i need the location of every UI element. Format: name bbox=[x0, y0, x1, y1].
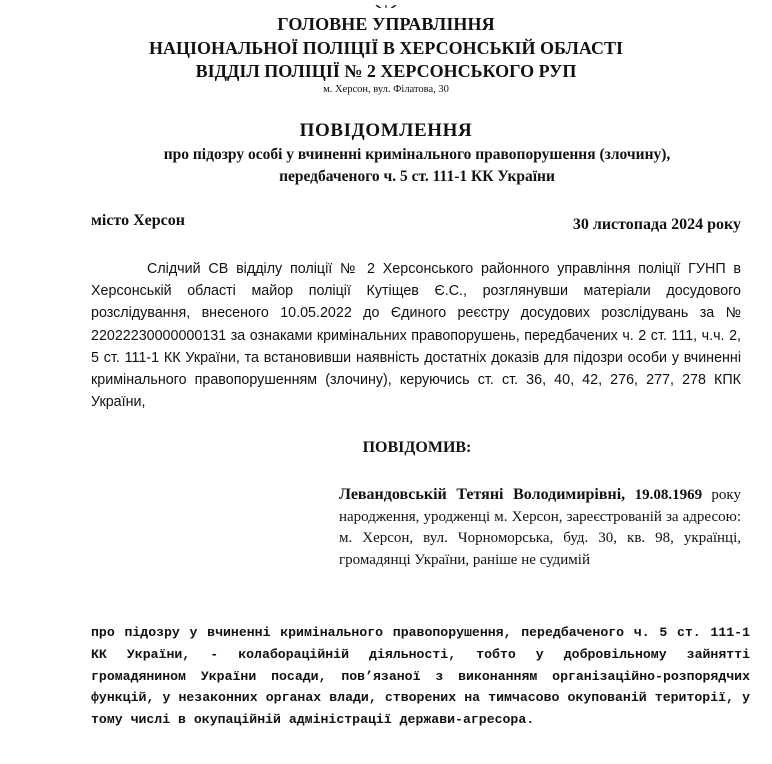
document-subtitle-line-2: передбаченого ч. 5 ст. 111-1 КК України bbox=[279, 168, 555, 185]
document-subtitle-line-1: про підозру особі у вчиненні кримінального правопорушення (злочину), bbox=[163, 146, 671, 163]
trident-emblem-icon bbox=[374, 0, 398, 8]
suspect-birth-date: 19.08.1969 bbox=[634, 487, 703, 503]
announced-heading: ПОВІДОМИВ: bbox=[362, 439, 472, 456]
document-title: ПОВІДОМЛЕННЯ bbox=[299, 120, 473, 141]
document-date: 30 листопада 2024 року bbox=[572, 216, 741, 233]
suspect-details: року народження, уродженці м. Херсон, зареєстрованій за адресою: м. Херсон, вул. Чорноморська, буд. 30, кв. 98, українці, громадянці України, раніше не судимій bbox=[339, 487, 742, 568]
document-city: місто Херсон bbox=[91, 212, 185, 229]
header-address: м. Херсон, вул. Філатова, 30 bbox=[323, 84, 449, 95]
suspect-person-block bbox=[339, 484, 741, 571]
header-line-2: НАЦІОНАЛЬНОЇ ПОЛІЦІЇ В ХЕРСОНСЬКІЙ ОБЛАСТІ bbox=[148, 38, 624, 58]
suspicion-statement: про підозру у вчиненні кримінального правопорушення, передбаченого ч. 5 ст. 111-1 КК України, - колабораційній діяльності, тобто у добровільному зайнятті громадянином України посади, пов’язаної з виконанням організаційно-розпорядчих функцій, у незаконних органах влади, створених на тимчасово окупованій території, у тому числі в окупаційній адміністрації держави-агресора. bbox=[91, 625, 750, 728]
header-line-1: ГОЛОВНЕ УПРАВЛІННЯ bbox=[277, 14, 495, 34]
suspect-name: Левандовській Тетяні Володимирівні, bbox=[339, 486, 626, 503]
header-line-3: ВІДДІЛ ПОЛІЦІЇ № 2 ХЕРСОНСЬКОГО РУП bbox=[195, 61, 577, 81]
intro-paragraph: Слідчий СВ відділу поліції № 2 Херсонського районного управління поліції ГУНП в Херсонській області майор поліції Кутіщев Є.С., розглянувши матеріали досудового розслідування, внесеного 10.05.2022 до Єдиного реєстру досудових розслідувань за № 22022230000000131 за ознаками кримінальних правопорушень, передбачених ч. 2 ст. 111, ч.ч. 2, 5 ст. 111-1 КК України, та встановивши наявність достатніх доказів для підозри особи у вчиненні кримінального правопорушенням (злочину), керуючись ст. ст. 36, 40, 42, 276, 277, 278 КПК України, bbox=[91, 261, 741, 411]
